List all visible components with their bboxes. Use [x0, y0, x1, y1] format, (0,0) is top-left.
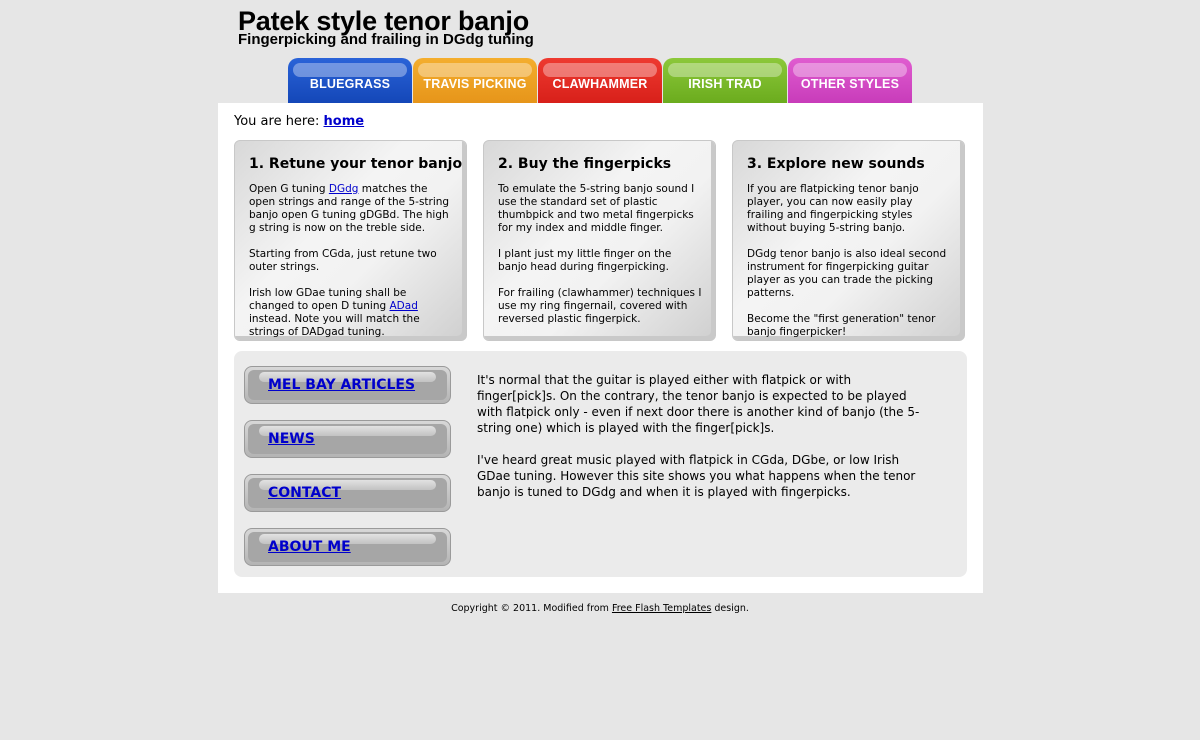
box-title: 2. Buy the fingerpicks [498, 156, 672, 172]
tab-irish-trad[interactable] [663, 58, 787, 103]
tab-label: OTHER STYLES [800, 77, 900, 91]
box-paragraph: Become the "first generation" tenor banjo fingerpicker! [747, 313, 936, 338]
box-paragraph: For frailing (clawhammer) techniques I use my ring fingernail, covered with reversed plastic fingerpick. [498, 287, 702, 325]
box-paragraph: DGdg tenor banjo is also ideal second instrument for fingerpicking guitar player as you can trade the picking patterns. [747, 248, 947, 299]
footer-template-link[interactable]: Free Flash Templates [611, 603, 712, 614]
footer [0, 603, 1200, 614]
info-box-fingerpicks [483, 140, 716, 341]
content-area [234, 351, 967, 577]
adad-link[interactable]: ADad [389, 300, 418, 312]
box-text-part: matches the open strings and range of the 5-string banjo open G tuning gDGBd. The high g string is now on the treble side. [249, 183, 450, 234]
info-box-explore [732, 140, 965, 341]
tab-clawhammer[interactable] [538, 58, 662, 103]
tab-label: TRAVIS PICKING [423, 77, 527, 91]
intro-paragraph: It's normal that the guitar is played either with flatpick or with finger[pick]s. On the contrary, the tenor banjo is expected to be played with flatpick only - even if next door there is another kind of banjo (the 5-string one) which is played with the finger[pick]s. [477, 373, 920, 435]
tab-shine [668, 63, 782, 77]
nav-button-label: CONTACT [268, 485, 342, 501]
footer-copyright: Copyright © 2011. Modified from [451, 603, 612, 614]
box-text-part: instead. Note you will match the strings of DADgad tuning. [249, 313, 420, 338]
intro-text [477, 372, 927, 516]
nav-button-label: MEL BAY ARTICLES [268, 377, 416, 393]
box-text-part: Open G tuning [249, 183, 329, 195]
site-title: Patek style tenor banjo [238, 6, 529, 36]
site-subtitle: Fingerpicking and frailing in DGdg tuning [238, 31, 534, 48]
nav-button-label: NEWS [268, 431, 315, 447]
breadcrumb-home-link[interactable]: home [323, 114, 365, 129]
tab-shine [293, 63, 407, 77]
tab-label: IRISH TRAD [688, 77, 762, 91]
tab-shine [543, 63, 657, 77]
box-paragraph: If you are flatpicking tenor banjo player, you can now easily play frailing and fingerpicking styles without buying 5-string banjo. [747, 183, 919, 234]
nav-button-news[interactable] [244, 420, 451, 458]
box-paragraph: I plant just my little finger on the banjo head during fingerpicking. [498, 248, 672, 273]
box-paragraph: To emulate the 5-string banjo sound I use the standard set of plastic thumbpick and two metal fingerpicks for my index and middle finger. [498, 183, 695, 234]
box-title: 3. Explore new sounds [747, 156, 925, 172]
breadcrumb [234, 114, 364, 129]
tab-bluegrass[interactable] [288, 58, 412, 103]
box-text [249, 183, 454, 352]
dgdg-link[interactable]: DGdg [328, 183, 359, 195]
breadcrumb-prefix: You are here: [234, 114, 320, 129]
nav-button-contact[interactable] [244, 474, 451, 512]
main-tabs [288, 58, 918, 103]
box-title: 1. Retune your tenor banjo [249, 156, 463, 172]
tab-other-styles[interactable] [788, 58, 912, 103]
intro-paragraph: I've heard great music played with flatpick in CGda, DGbe, or low Irish GDae tuning. However this site shows you what happens when the tenor banjo is tuned to DGdg and when it is played with fingerpicks. [477, 453, 916, 499]
tab-label: CLAWHAMMER [552, 77, 648, 91]
tab-travis-picking[interactable] [413, 58, 537, 103]
box-text [747, 183, 952, 352]
box-paragraph: Starting from CGda, just retune two outer strings. [249, 248, 437, 273]
main-panel [218, 103, 983, 593]
nav-button-mel-bay-articles[interactable] [244, 366, 451, 404]
tab-shine [793, 63, 907, 77]
info-box-retune [234, 140, 467, 341]
box-paragraph [249, 287, 454, 339]
tab-label: BLUEGRASS [309, 77, 391, 91]
footer-suffix: design. [711, 603, 749, 614]
box-paragraph [249, 183, 454, 235]
box-text-part: Irish low GDae tuning shall be changed to open D tuning [249, 287, 407, 312]
tab-shine [418, 63, 532, 77]
nav-button-about-me[interactable] [244, 528, 451, 566]
nav-button-label: ABOUT ME [268, 539, 351, 555]
box-text [498, 183, 703, 339]
